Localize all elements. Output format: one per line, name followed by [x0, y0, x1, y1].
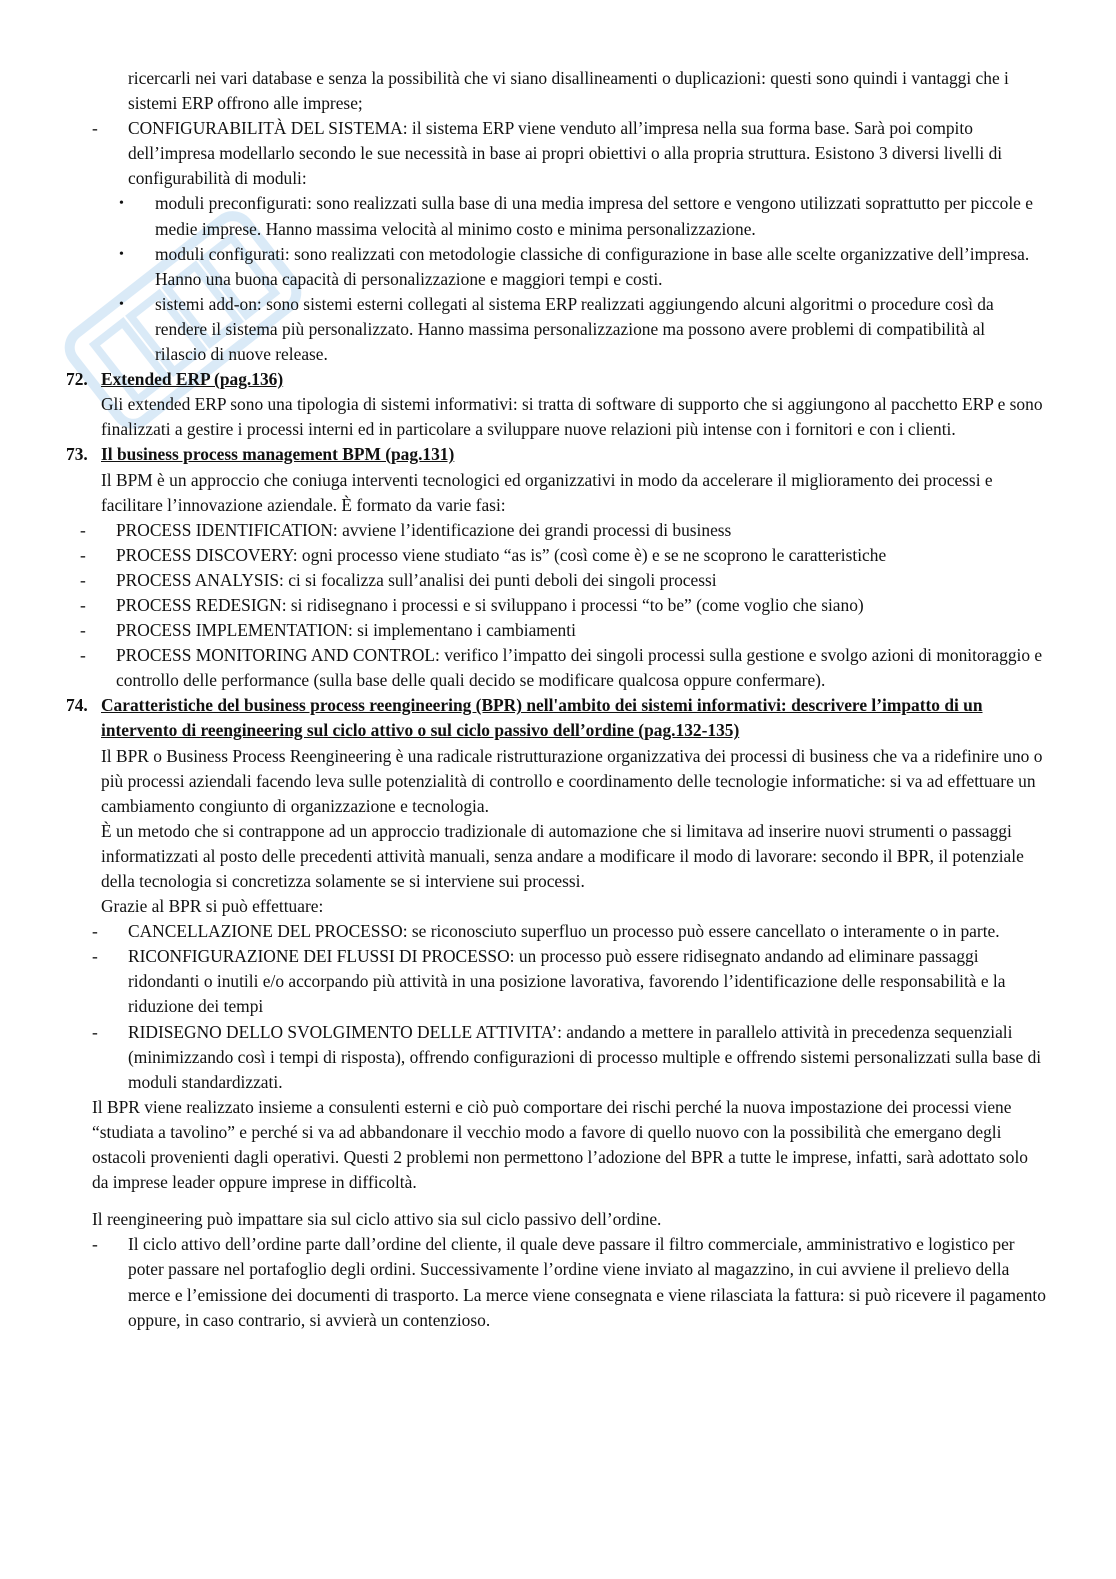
- list-item-text: PROCESS ANALYSIS: ci si focalizza sull’analisi dei punti deboli dei singoli processi: [116, 569, 717, 590]
- list-item-text: RIDISEGNO DELLO SVOLGIMENTO DELLE ATTIVITA’: andando a mettere in parallelo attività in precedenza sequenziali (minimizzando così i tempi di risposta), offrendo configurazioni di processo multiple e offrendo sistemi personalizzati sulla base di moduli standardizzati.: [128, 1021, 1042, 1092]
- list-item-text: PROCESS MONITORING AND CONTROL: verifico l’impatto dei singoli processi sulla gestione e svolgo azioni di monitoraggio e controllo delle performance (sulla base delle quali decido se modificare qualcosa oppure confermare).: [116, 645, 1043, 691]
- bullet-marker: •: [119, 246, 124, 262]
- list-item: [0, 1232, 1116, 1332]
- section-number: 74.: [66, 695, 88, 716]
- dash-marker: -: [80, 544, 86, 565]
- list-item-text: moduli preconfigurati: sono realizzati sulla base di una media impresa del settore e vengono utilizzati soprattutto per piccole e medie imprese. Hanno massima velocità al minimo costo e minima personalizzazione.: [155, 193, 1033, 239]
- section-74-body-1: Il BPR o Business Process Reengineering è una radicale ristrutturazione organizzativa dei processi di business che va a ridefinire uno o più processi aziendali facendo leva sulle potenzialità di controllo e coordinamento delle tecnologie informatiche: si va ad effettuare un cambiamento congiunto di organizzazione e tecnologia.: [101, 745, 1043, 816]
- bullet-marker: •: [119, 296, 124, 312]
- list-item-text: PROCESS IMPLEMENTATION: si implementano i cambiamenti: [116, 620, 576, 641]
- list-item-text: moduli configurati: sono realizzati con metodologie classiche di configurazione in base alle scelte organizzative dell’impresa. Hanno una buona capacità di personalizzazione e maggiori tempi e costi.: [155, 243, 1030, 289]
- dash-marker: -: [92, 921, 98, 942]
- dash-marker: -: [92, 946, 98, 967]
- list-item-text: PROCESS REDESIGN: si ridisegnano i processi e si sviluppano i processi “to be” (come voglio che siano): [116, 594, 864, 615]
- section-74-body-3: Grazie al BPR si può effettuare:: [101, 896, 324, 917]
- configurability-item: [0, 116, 1116, 191]
- section-number: 73.: [66, 444, 88, 465]
- list-item: [0, 568, 1116, 593]
- dash-marker: -: [80, 645, 86, 666]
- dash-marker: -: [92, 1021, 98, 1042]
- section-73-heading: [0, 442, 1116, 467]
- list-item: [0, 242, 1116, 292]
- list-item: [0, 1020, 1116, 1095]
- list-item: [0, 919, 1116, 944]
- list-item-text: sistemi add-on: sono sistemi esterni collegati al sistema ERP realizzati aggiungendo alcuni algoritmi o procedure così da rendere il sistema più personalizzato. Hanno massima personalizzazione ma possono avere problemi di compatibilità al rilascio di nuove release.: [155, 293, 994, 365]
- intro-continuation: ricercarli nei vari database e senza la possibilità che vi siano disallineamenti o duplicazioni: questi sono quindi i vantaggi che i sistemi ERP offrono alle imprese;: [128, 68, 1009, 114]
- dash-marker: -: [92, 1234, 98, 1255]
- list-item: [0, 191, 1116, 241]
- dash-marker: -: [80, 569, 86, 590]
- section-72-heading: [0, 367, 1116, 392]
- list-item-text: CANCELLAZIONE DEL PROCESSO: se riconosciuto superfluo un processo può essere cancellato o interamente o in parte.: [128, 921, 1000, 942]
- section-title: Il business process management BPM (pag.131): [101, 444, 455, 465]
- list-item: [0, 944, 1116, 1019]
- section-number: 72.: [66, 369, 88, 390]
- section-title: Extended ERP (pag.136): [101, 369, 284, 390]
- list-item: [0, 593, 1116, 618]
- list-item-text: PROCESS DISCOVERY: ogni processo viene studiato “as is” (così come è) e se ne scoprono le caratteristiche: [116, 544, 887, 565]
- section-74-cycles-intro: Il reengineering può impattare sia sul ciclo attivo sia sul ciclo passivo dell’ordine.: [92, 1209, 662, 1230]
- bullet-marker: •: [119, 196, 124, 212]
- dash-marker: -: [80, 594, 86, 615]
- section-74-body-2: È un metodo che si contrappone ad un approccio tradizionale di automazione che si limitava ad inserire nuovi strumenti o passaggi informatizzati al posto delle precedenti attività manuali, senza andare a modificare il modo di lavorare: secondo il BPR, il potenziale della tecnologia si concretizza solamente se si interviene sui processi.: [101, 820, 1024, 891]
- configurability-label: CONFIGURABILITÀ DEL SISTEMA: [128, 118, 403, 139]
- paragraph-gap: [0, 1195, 1116, 1207]
- configurability-text: : il sistema ERP viene venduto all’impresa nella sua forma base. Sarà poi compito dell’impresa modellarlo secondo le sue necessità in base ai propri obiettivi o alla propria struttura. Esistono 3 diversi livelli di configurabilità di moduli:: [128, 118, 1003, 189]
- list-item: [0, 543, 1116, 568]
- list-item-text: PROCESS IDENTIFICATION: avviene l’identificazione dei grandi processi di business: [116, 519, 732, 540]
- document-body: [0, 66, 1116, 1333]
- dash-marker: -: [92, 118, 98, 139]
- section-72-body: Gli extended ERP sono una tipologia di sistemi informativi: si tratta di software di supporto che si aggiungono al pacchetto ERP e sono finalizzati a gestire i processi interni ed in particolare a sviluppare nuove relazioni più intense con i fornitori e con i clienti.: [101, 394, 1043, 440]
- list-item: [0, 292, 1116, 367]
- list-item-text: RICONFIGURAZIONE DEI FLUSSI DI PROCESSO: un processo può essere ridisegnato andando ad eliminare passaggi ridondanti o inutili e/o accorpando più attività in una posizione lavorativa, favorendo l’identificazione delle responsabilità e la riduzione dei tempi: [128, 946, 1006, 1017]
- section-74-heading: [0, 693, 1116, 743]
- dash-marker: -: [80, 519, 86, 540]
- list-item: [0, 643, 1116, 693]
- list-item: [0, 618, 1116, 643]
- dash-marker: -: [80, 620, 86, 641]
- section-74-risks: Il BPR viene realizzato insieme a consulenti esterni e ciò può comportare dei rischi perché la nuova impostazione dei processi viene “studiata a tavolino” e perché si va ad abbandonare il vecchio modo a favore di quello nuovo con la possibilità che emergano degli ostacoli provenienti dagli operativi. Questi 2 problemi non permettono l’adozione del BPR a tutte le imprese, infatti, sarà adottato solo da imprese leader oppure imprese in difficoltà.: [92, 1096, 1028, 1193]
- list-item: [0, 518, 1116, 543]
- list-item-text: Il ciclo attivo dell’ordine parte dall’ordine del cliente, il quale deve passare il filtro commerciale, amministrativo e logistico per poter passare nel portafoglio degli ordini. Successivamente l’ordine viene inviato al magazzino, in cui avviene il prelievo della merce e l’emissione dei documenti di trasporto. La merce viene consegnata e viene rilasciata la fattura: si può ricevere il pagamento oppure, in caso contrario, si avvierà un contenzioso.: [128, 1234, 1046, 1330]
- section-73-body: Il BPM è un approccio che coniuga interventi tecnologici ed organizzativi in modo da accelerare il miglioramento dei processi e facilitare l’innovazione aziendale. È formato da varie fasi:: [101, 469, 993, 515]
- section-title: Caratteristiche del business process reengineering (BPR) nell'ambito dei sistemi informativi: descrivere l’impatto di un intervento di reengineering sul ciclo attivo o sul ciclo passivo dell’ordine (pag.132-135): [101, 695, 983, 741]
